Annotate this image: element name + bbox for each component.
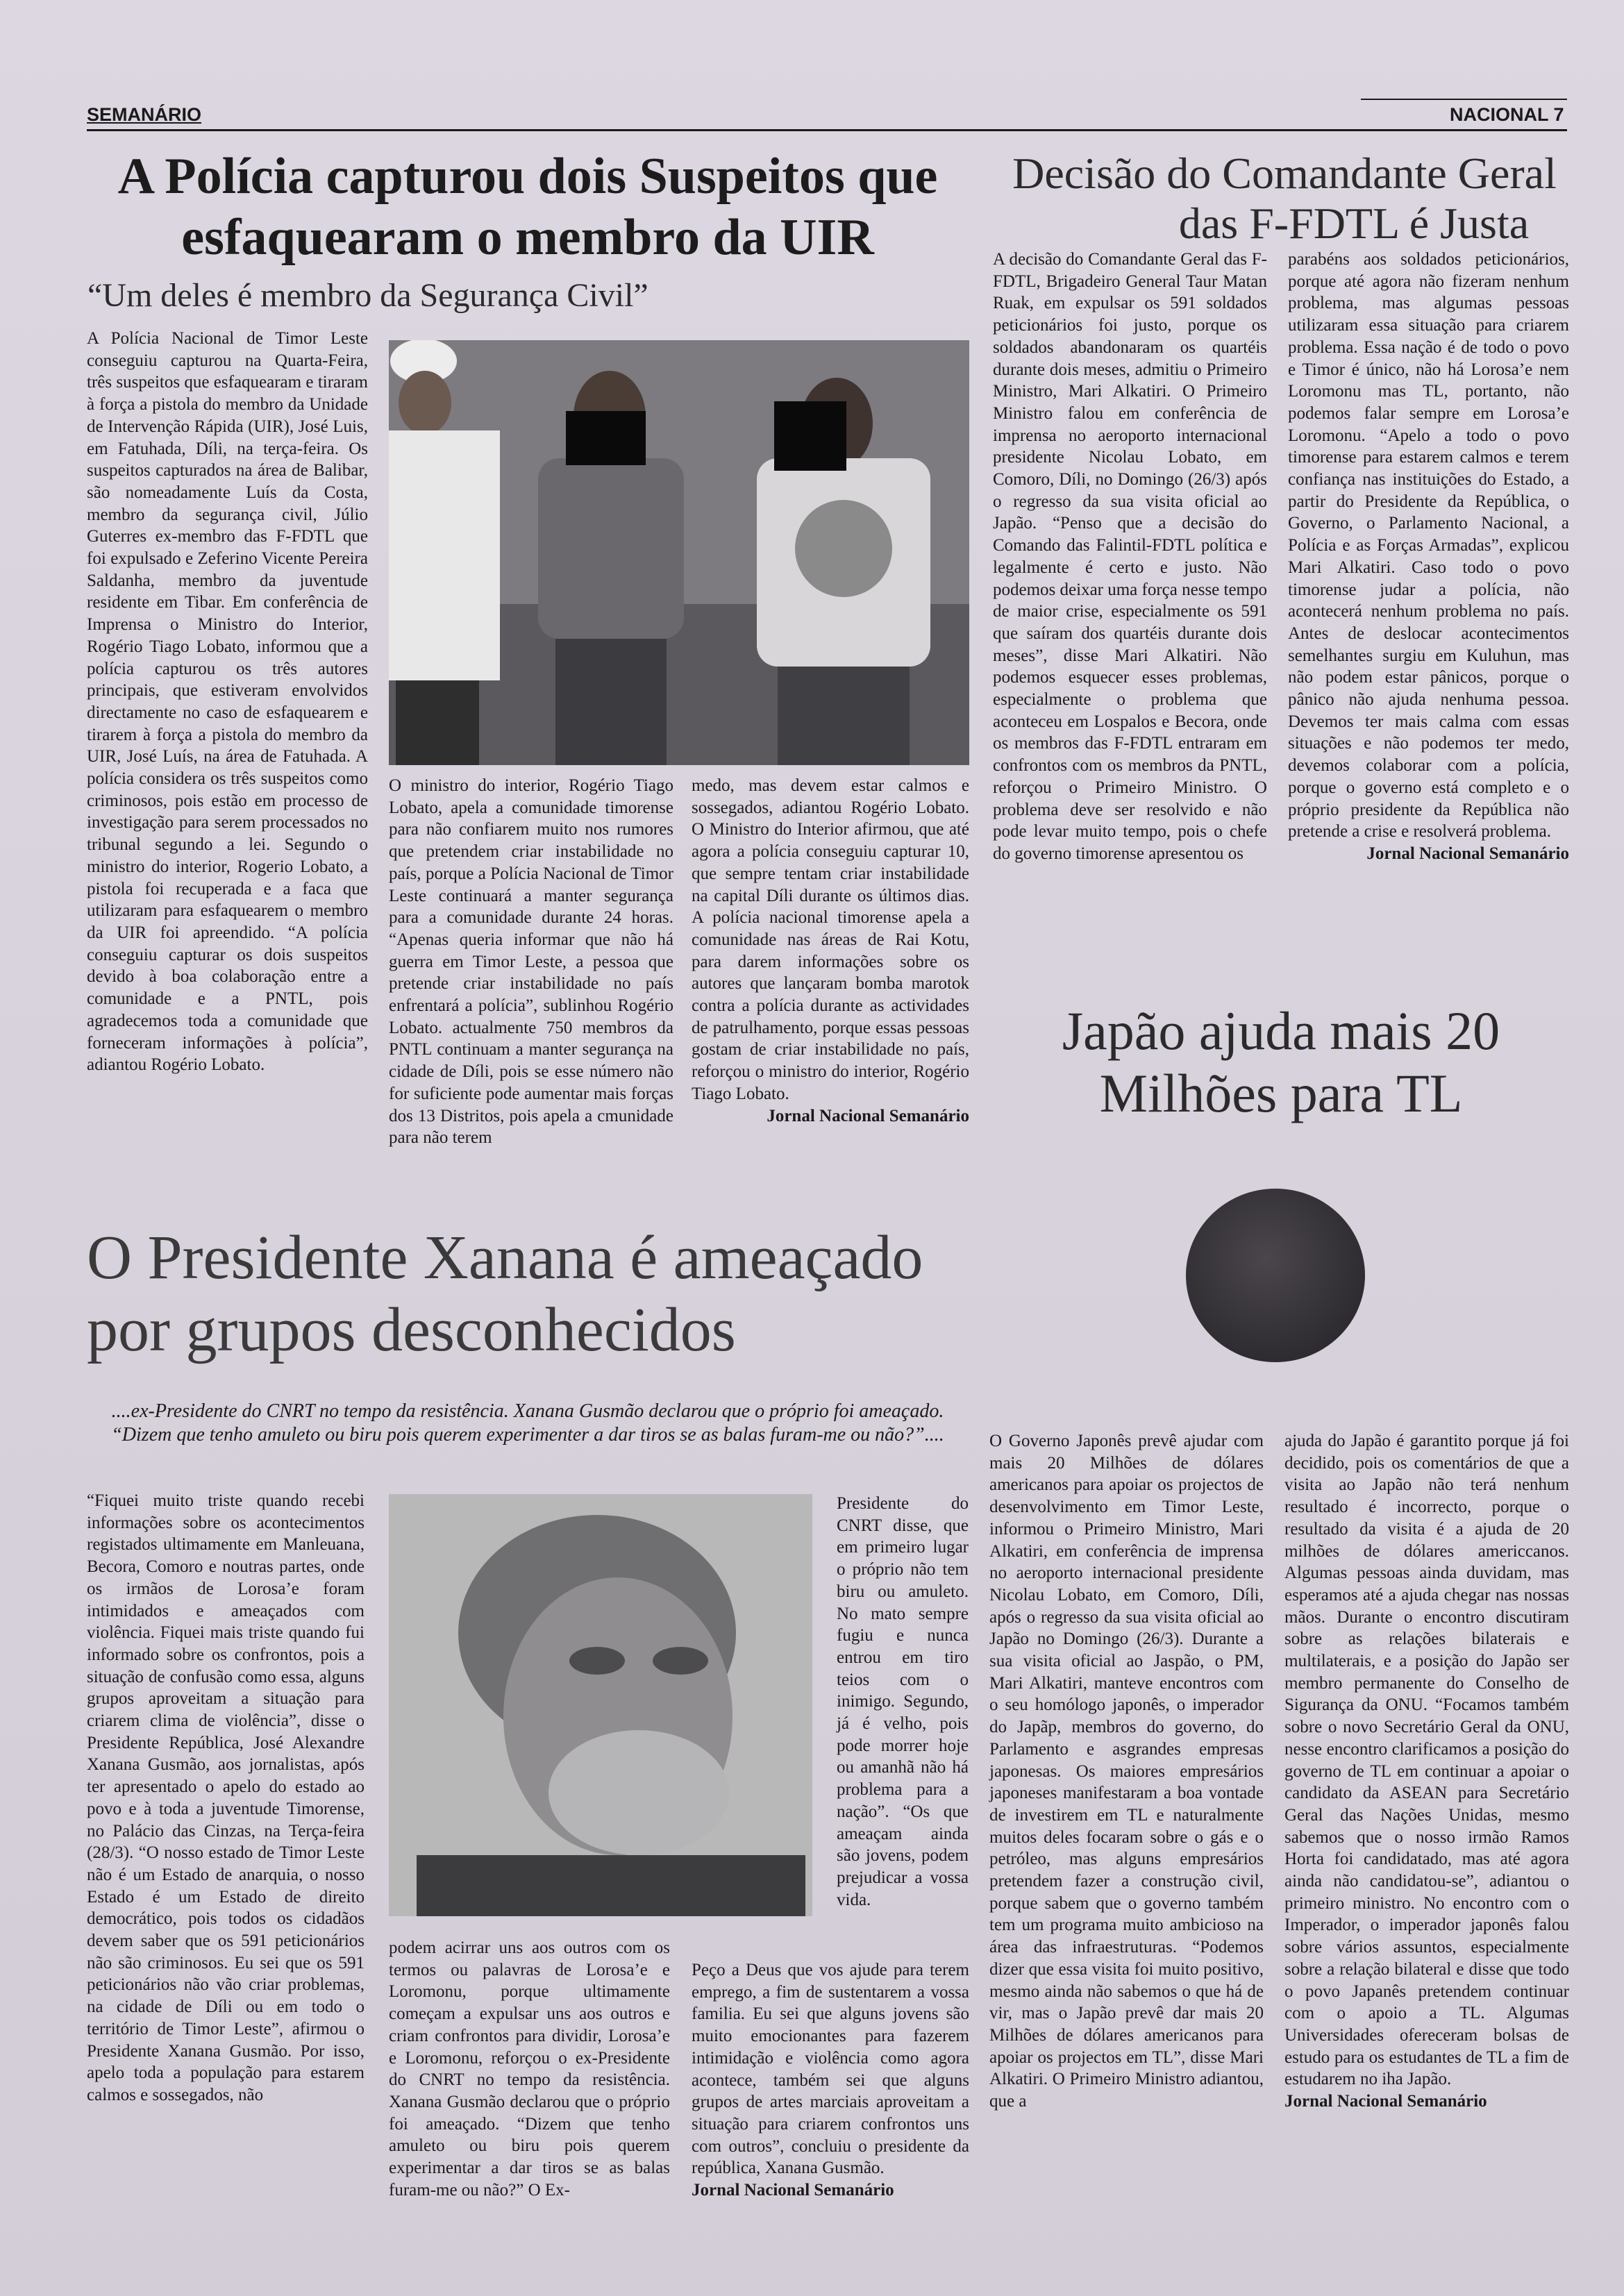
article4-headline: O Presidente Xanana é ameaçado por grupos desconhecidos: [87, 1223, 923, 1364]
portrait-illustration: [389, 1494, 812, 1916]
article2-column-2: parabéns aos soldados peticionários, porque até agora não fizeram nenhum problema, mas algumas pessoas utilizaram essa situação para criarem problema. Essa nação é de todo o povo e Timor é único, não há Lorosa’e nem Loromonu mas TL, portanto, não podemos falar sempre em Lorosa’e Loromonu. “Apelo a todo o povo timorense para estarem calmos e terem confiança nas instituições do Estado, a partir do Presidente da República, o Governo, o Parlamento Nacional, a Polícia e as Forças Armadas”, explicou Mari Alkatiri. Caso todo o povo timorense judar a polícia, não acontecerá nenhum problema no país. Antes de deslocar acontecimentos semelhantes surgiu em Kuluhun, mas não podem estar pânicos, porque o pânico não ajuda nenhuma pessoa. Devemos ter mais calma com essas situações e não podemos ter medo, devemos colaborar com a polícia, porque o governo está completo e o próprio presidente da República não pretende a crise e resolverá problema. Jornal Nacional Semanário: [1288, 250, 1569, 863]
article1-column-3: medo, mas devem estar calmos e sossegados, adiantou Rogério Lobato. O Ministro do Interior afirmou, que até agora a polícia conseguiu capturar 10, que sempre tentam criar instabilidade na capital Díli durante os últimos dias. A polícia nacional timorense apela a comunidade nas áreas de Rai Kotu, para darem informações sobre os autores que lançaram bomba marotok contra a polícia durante as actividades de patrulhamento, porque essas pessoas gostam de criar instabilidade no país, reforçou o ministro do interior, Rogério Tiago Lobato. Jornal Nacional Semanário: [692, 776, 969, 1125]
section-header-right: NACIONAL 7: [1450, 104, 1564, 125]
face-censor-bar-left: [566, 411, 646, 465]
article4-lead: ....ex-Presidente do CNRT no tempo da resistência. Xanana Gusmão declarou que o próprio foi ameaçado. “Dizem que tenho amuleto ou biru pois querem experimenter a dar tiros se as balas furam-me ou não?”....: [111, 1400, 944, 1446]
suspects-photo-illustration: [389, 340, 969, 765]
section-header-left: SEMANÁRIO: [87, 104, 202, 125]
article1-column-2: O ministro do interior, Rogério Tiago Lobato, apela a comunidade timorense para não confiarem muito nos rumores que pretendem criar instabilidade no país, porque a Polícia Nacional de Timor Leste continuará a manter segurança para a comunidade durante 24 horas. “Apenas queria informar que não há guerra em Timor Leste, a pessoa que pretende criar instabilidade no país enfrentará a polícia”, sublinhou Rogério Lobato. actualmente 750 membros da PNTL continuam a manter segurança na cidade de Díli, pois se esse número não for suficiente pode aumentar mais forças dos 13 Distritos, pois apela a cmunidade para não terem: [389, 776, 673, 1148]
article2-column-1: A decisão do Comandante Geral das F-FDTL, Brigadeiro General Taur Matan Ruak, em expulsar os 591 soldados peticionários foi justo, porque os soldados abandonaram os quartéis durante dois meses, admitiu o Primeiro Ministro, Mari Alkatiri. O Primeiro Ministro falou em conferência de imprensa no aeroporto internacional presidente Nicolau Lobato, em Comoro, Díli, no Domingo (26/3) após o regresso da sua visita oficial ao Japão. “Penso que a decisão do Comando das Falintil-FDTL política e legalmente é certo e justo. Não podemos deixar uma força nesse tempo de maior crise, especialmente os 591 que saíram dos quartéis durante dois meses”, disse Mari Alkatiri. Não podemos esquecer esses problemas, especialmente o problema que aconteceu em Lospalos e Becora, onde os membros das F-FDTL entraram em confrontos com os membros da PNTL, reforçou o Primeiro Ministro. O problema deve ser resolvido e não pode levar muito tempo, pois o chefe do governo timorense apresentou os: [993, 250, 1268, 863]
face-censor-bar-right: [774, 401, 846, 471]
article4-column-2-below: podem acirrar uns aos outros com os termos ou palavras de Lorosa’e e Loromonu, porque ultimamente começam a expulsar uns aos outros e criam confrontos para dividir, Lorosa’e e Loromonu, reforçou o ex-Presidente do CNRT no tempo da resistência. Xanana Gusmão declarou que o próprio foi ameaçado. “Dizem que tenho amuleto ou biru pois querem experimentar a dar tiros se as balas furam-me ou não?” O Ex-: [389, 1938, 670, 2199]
article3-circular-photo: [1186, 1189, 1365, 1362]
xanana-portrait-photo: [389, 1494, 812, 1916]
article1-photo: [389, 340, 969, 765]
article3-column-2: ajuda do Japão é garantito porque já foi decidido, pois os comentários de que a visita ao Japão não terá nenhum resultado é incorrecto, porque o resultado da visita é a ajuda de 20 milhões de dólares americcanos. Algumas pessoas ainda duvidam, mas esperamos até a ajuda chegar nas nossas mãos. Durante o encontro discutiram sobre as relações bilaterais e multilaterais, e a posição do Japão ser membro permanente do Conselho de Sigurança da ONU. “Focamos também sobre o novo Secretário Geral da ONU, nesse encontro clarificamos a posição do governo de TL em continuar a apoiar o candidato da ASEAN para Secretário Geral das Nações Unidas, mesmo sabemos que o nosso irmão Ramos Horta foi candidatado, mas até agora ainda não candidatou-se”, adiantou o primeiro ministro. No encontro com o Imperador, o imperador japonês falou sobre vários assuntos, especialmente sobre a relação bilateral e disse que todo o povo Japanês pretendem continuar com o apoio a TL. Algumas Universidades ofereceram bolsas de estudo para os estudantes de TL a fim de estudarem no iha Japão. Jornal Nacional Semanário: [1284, 1432, 1569, 2111]
article4-column-1: “Fiquei muito triste quando recebi informações sobre os acontecimentos registados ultimamente em Manleuana, Becora, Comoro e noutras partes, onde os irmãos de Lorosa’e foram intimidados e ameaçados com violência. Fiquei mais triste quando fui informado sobre os confrontos, pois a situação de confusão como essa, alguns grupos aproveitam a situação para criarem clima de violência”, disse o Presidente República, José Alexandre Xanana Gusmão, aos jornalistas, após ter apresentado o apelo do estado ao povo e à toda a juventude Timorense, no Palácio das Cinzas, na Terça-feira (28/3). “O nosso estado de Timor Leste não é um Estado de anarquia, o nosso Estado é um Estado de direito democrático, pois todos os cidadãos devem saber que os 591 peticionários não são criminosos. Eu sei que os 591 peticionários não vão criar problemas, na cidade de Díli ou em todo o território de Timor Leste”, afirmou o Presidente Xanana Gusmão. Por isso, apelo toda a população para estarem calmos e sossegados, não: [87, 1491, 365, 2104]
article1-headline: A Polícia capturou dois Suspeitos que esfaquearam o membro da UIR: [117, 148, 938, 266]
article2-headline: Decisão do Comandante Geral das F-FDTL é Justa: [1012, 149, 1557, 248]
article4-column-2-side: Presidente do CNRT disse, que em primeiro lugar o próprio não tem biru ou amuleto. No mato sempre fugiu e nunca entrou em tiro teios com o inimigo. Segundo, já é velho, pois pode morrer hoje ou amanhã não há problema para a nação”. “Os que ameaçam ainda são jovens, podem prejudicar a vossa vida.: [837, 1494, 969, 1909]
article1-column-1: A Polícia Nacional de Timor Leste conseguiu capturou na Quarta-Feira, três suspeitos que esfaquearam e tiraram à força a pistola do membro da Unidade de Intervenção Rápida (UIR), José Luis, em Fatuhada, Díli, na terça-feira. Os suspeitos capturados na área de Balibar, são nomeadamente Luís da Costa, membro da segurança civil, Júlio Guterres ex-membro das F-FDTL que foi expulsado e Zeferino Vicente Pereira Saldanha, membro da juventude residente em Tibar. Em conferência de Imprensa o Ministro do Interior, Rogério Tiago Lobato, informou que a polícia capturou os três autores principais, que estiveram envolvidos directamente no caso de esfaquearem e tirarem à força a pistola do membro da UIR, José Luís, na área de Fatuhada. A polícia considera os três suspeitos como criminosos, pois estão em processo de investigação para serem processados no tribunal segundo a lei. Segundo o ministro do interior, Rogerio Lobato, a pistola foi recuperada e a faca que utilizaram para esfaquearem o membro da UIR foi apreendido. “A polícia conseguiu capturar os dois suspeitos devido à boa colaboração entre a comunidade e a PNTL, pois agradecemos toda a comunidade que forneceram informações à polícia”, adiantou Rogério Lobato.: [87, 329, 368, 1075]
article3-column-1: O Governo Japonês prevê ajudar com mais 20 Milhões de dólares americanos para apoiar os projectos de desenvolvimento em Timor Leste, informou o Primeiro Ministro, Mari Alkatiri, em conferência de imprensa no aeroporto internacional presidente Nicolau Lobato, em Comoro, Díli, após o regresso da sua visita oficial ao Japão no Domingo (26/3). Durante a sua visita oficial ao Jaspão, o PM, Mari Alkatiri, manteve encontros com o seu homólogo japonês, o imperador do Japãp, membros do governo, do Parlamento e asgrandes empresas japonesas. Os maiores empresários japoneses manifestaram a boa vontade de investirem em TL e naturalmente muitos deles focaram sobre o gás e o petróleo, mas alguns empresários pretendem fazer a construção civil, porque sabem que o governo também tem um programa muito ambicioso na área das infraestruturas. “Podemos dizer que essa visita foi muito positivo, mesmo ainda não sabemos o que há de vir, mas o Japão prevê dar mais 20 Milhões de dólares americanos para apoiar os projectos em TL”, disse Mari Alkatiri. O Primeiro Ministro adiantou, que a: [989, 1432, 1264, 2111]
article1-subtitle: “Um deles é membro da Segurança Civil”: [87, 277, 648, 314]
header-rule: [87, 129, 1567, 131]
header-rule-short: [1361, 99, 1567, 100]
article3-headline: Japão ajuda mais 20 Milhões para TL: [1062, 1000, 1500, 1123]
article4-column-3-below: Peço a Deus que vos ajude para terem emprego, a fim de sustentarem a vossa familia. Eu sei que alguns jovens são muito emocionantes para fazerem intimidação e violência como agora acontece, também sei que alguns grupos de artes marciais aproveitam a situação para criarem confrontos uns com outros”, concluiu o presidente da república, Xanana Gusmão. Jornal Nacional Semanário: [692, 1961, 969, 2200]
